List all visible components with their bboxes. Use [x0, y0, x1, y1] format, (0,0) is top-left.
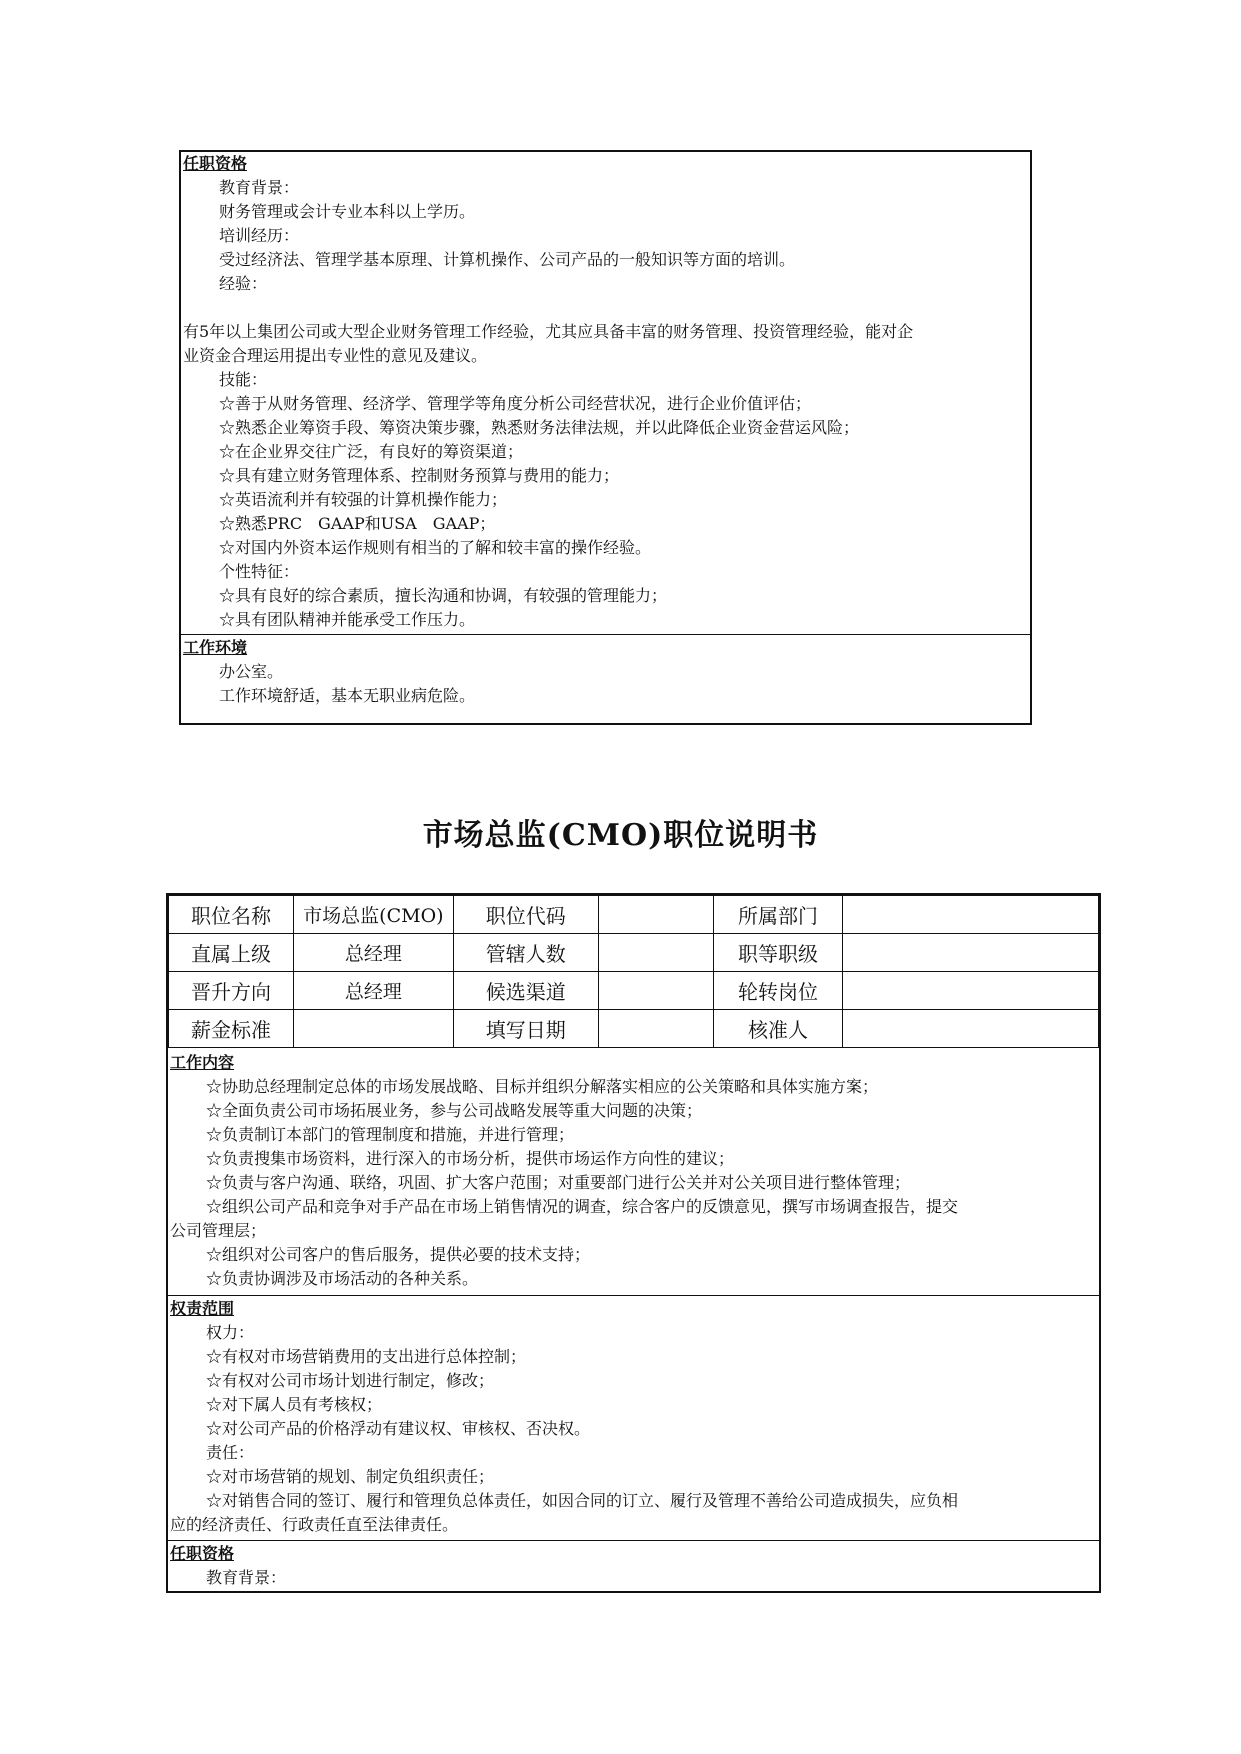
text-line: ☆组织对公司客户的售后服务，提供必要的技术支持；	[206, 1245, 591, 1264]
text-line: 办公室。	[219, 662, 284, 681]
work-content-header: 工作内容	[170, 1053, 235, 1072]
qualification-box-cfo	[179, 150, 1032, 725]
text-line: ☆具有良好的综合素质，擅长沟通和协调，有较强的管理能力；	[219, 586, 668, 605]
text-line: 经验：	[219, 274, 268, 293]
qualification-header: 任职资格	[170, 1544, 235, 1563]
text-line: 教育背景：	[219, 178, 300, 197]
table-cell	[843, 896, 1099, 934]
table-cell: 核准人	[713, 1010, 843, 1048]
table-cell: 薪金标准	[169, 1010, 294, 1048]
table-row	[169, 1010, 1099, 1048]
work-environment-header: 工作环境	[183, 638, 248, 657]
table-cell: 职位代码	[453, 896, 598, 934]
text-line: ☆在企业界交往广泛，有良好的筹资渠道；	[219, 442, 524, 461]
authority-header: 权责范围	[170, 1299, 235, 1318]
text-line: 财务管理或会计专业本科以上学历。	[219, 202, 476, 221]
table-cell: 总经理	[293, 972, 453, 1010]
qualification-header: 任职资格	[183, 154, 248, 173]
text-line: ☆协助总经理制定总体的市场发展战略、目标并组织分解落实相应的公关策略和具体实施方案；	[206, 1077, 879, 1096]
text-line: ☆熟悉企业筹资手段、筹资决策步骤，熟悉财务法律法规，并以此降低企业资金营运风险；	[219, 418, 860, 437]
text-line: ☆对国内外资本运作规则有相当的了解和较丰富的操作经验。	[219, 538, 652, 557]
text-line: ☆有权对公司市场计划进行制定，修改；	[206, 1371, 495, 1390]
table-cell: 职等职级	[713, 934, 843, 972]
table-cell	[843, 1010, 1099, 1048]
text-line: 工作环境舒适，基本无职业病危险。	[219, 686, 476, 705]
table-cell: 所属部门	[713, 896, 843, 934]
table-cell: 晋升方向	[169, 972, 294, 1010]
text-line: ☆对销售合同的签订、履行和管理负总体责任，如因合同的订立、履行及管理不善给公司造成损失，应负相	[206, 1491, 959, 1510]
table-cell: 直属上级	[169, 934, 294, 972]
text-line: ☆对公司产品的价格浮动有建议权、审核权、否决权。	[206, 1419, 591, 1438]
text-line: 有5年以上集团公司或大型企业财务管理工作经验，尤其应具备丰富的财务管理、投资管理经验，能对企	[183, 322, 914, 341]
table-cell: 市场总监(CMO)	[293, 896, 453, 934]
job-info-table	[168, 895, 1099, 1048]
text-line: ☆熟悉PRC GAAP和USA GAAP；	[219, 514, 496, 533]
text-line: 教育背景：	[206, 1568, 287, 1587]
text-line: ☆负责与客户沟通、联络，巩固、扩大客户范围；对重要部门进行公关并对公关项目进行整体管理；	[206, 1173, 911, 1192]
text-line: 培训经历：	[219, 226, 300, 245]
text-line: ☆对市场营销的规划、制定负组织责任；	[206, 1467, 495, 1486]
text-line: ☆具有建立财务管理体系、控制财务预算与费用的能力；	[219, 466, 620, 485]
text-line: ☆负责搜集市场资料，进行深入的市场分析，提供市场运作方向性的建议；	[206, 1149, 735, 1168]
text-line: ☆具有团队精神并能承受工作压力。	[219, 610, 476, 629]
text-line: ☆负责协调涉及市场活动的各种关系。	[206, 1269, 479, 1288]
text-line: ☆善于从财务管理、经济学、管理学等角度分析公司经营状况，进行企业价值评估；	[219, 394, 812, 413]
text-line: 技能：	[219, 370, 268, 389]
table-row	[169, 896, 1099, 934]
text-line: 个性特征：	[219, 562, 300, 581]
text-line: ☆有权对市场营销费用的支出进行总体控制；	[206, 1347, 527, 1366]
table-cell	[598, 972, 713, 1010]
table-cell: 总经理	[293, 934, 453, 972]
table-cell: 填写日期	[453, 1010, 598, 1048]
table-cell	[843, 934, 1099, 972]
text-line: 应的经济责任、行政责任直至法律责任。	[170, 1515, 459, 1534]
table-cell	[598, 896, 713, 934]
text-line: ☆负责制订本部门的管理制度和措施，并进行管理；	[206, 1125, 575, 1144]
page-title: 市场总监(CMO)职位说明书	[422, 818, 819, 853]
table-cell: 候选渠道	[453, 972, 598, 1010]
job-description-box-cmo	[166, 893, 1101, 1593]
table-cell: 职位名称	[169, 896, 294, 934]
table-cell	[598, 1010, 713, 1048]
text-line: 权力：	[206, 1323, 255, 1342]
table-cell	[843, 972, 1099, 1010]
table-cell: 轮转岗位	[713, 972, 843, 1010]
text-line: 业资金合理运用提出专业性的意见及建议。	[183, 346, 488, 365]
text-line: ☆英语流利并有较强的计算机操作能力；	[219, 490, 508, 509]
table-cell	[598, 934, 713, 972]
section-divider	[168, 1540, 1099, 1541]
table-cell	[293, 1010, 453, 1048]
section-divider	[181, 634, 1030, 635]
text-line: 公司管理层；	[170, 1221, 267, 1240]
section-divider	[168, 1295, 1099, 1296]
text-line: ☆全面负责公司市场拓展业务，参与公司战略发展等重大问题的决策；	[206, 1101, 703, 1120]
text-line: 责任：	[206, 1443, 255, 1462]
text-line: ☆对下属人员有考核权；	[206, 1395, 383, 1414]
text-line: 受过经济法、管理学基本原理、计算机操作、公司产品的一般知识等方面的培训。	[219, 250, 796, 269]
table-cell: 管辖人数	[453, 934, 598, 972]
table-row	[169, 972, 1099, 1010]
text-line: ☆组织公司产品和竞争对手产品在市场上销售情况的调查，综合客户的反馈意见，撰写市场调查报告，提交	[206, 1197, 959, 1216]
table-row	[169, 934, 1099, 972]
